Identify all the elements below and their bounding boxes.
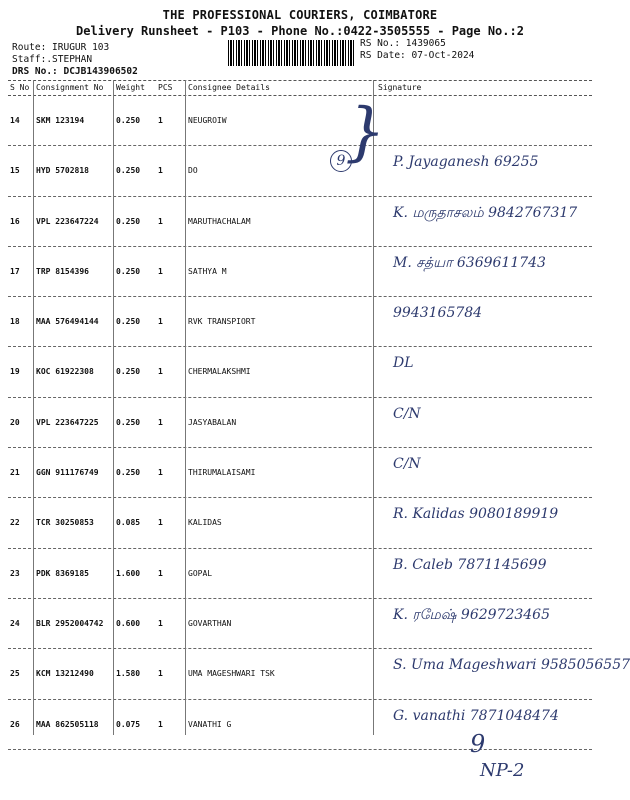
row-weight: 0.250 (116, 166, 141, 176)
row-consignee: CHERMALAKSHMI (188, 367, 251, 377)
table-row (8, 96, 592, 146)
table-row (8, 599, 592, 649)
row-consignee: KALIDAS (188, 518, 222, 528)
column-divider (373, 80, 374, 735)
row-consignee: UMA MAGESHWARI TSK (188, 669, 275, 679)
row-signature: R. Kalidas 9080189919 (393, 506, 559, 523)
row-sno: 17 (10, 266, 20, 276)
table-row (8, 649, 630, 699)
row-sno: 21 (10, 468, 20, 478)
footer-np-mark: NP-2 (480, 760, 525, 781)
barcode (228, 40, 356, 66)
column-divider (185, 80, 186, 735)
row-consignee: SATHYA M (188, 266, 227, 276)
column-divider (113, 80, 114, 735)
row-weight: 1.600 (116, 568, 141, 578)
row-consignee: VANATHI G (188, 719, 232, 729)
row-consignment: TRP 8154396 (36, 266, 89, 276)
row-pcs: 1 (158, 367, 163, 377)
row-consignment: PDK 8369185 (36, 568, 89, 578)
row-sno: 18 (10, 317, 20, 327)
row-signature: K. மருதாசலம் 9842767317 (393, 204, 578, 221)
row-consignee: JASYABALAN (188, 417, 237, 427)
row-signature: DL (393, 355, 414, 372)
column-divider (33, 80, 34, 735)
row-weight: 0.250 (116, 367, 141, 377)
drs-label: DRS No.: DCJB143906502 (12, 66, 138, 77)
row-pcs: 1 (158, 317, 163, 327)
row-pcs: 1 (158, 166, 163, 176)
row-sno: 23 (10, 568, 20, 578)
row-weight: 0.250 (116, 468, 141, 478)
bracket-mark: } (345, 95, 386, 169)
row-pcs: 1 (158, 618, 163, 628)
row-sno: 22 (10, 518, 20, 528)
row-weight: 0.250 (116, 417, 141, 427)
row-consignment: SKM 123194 (36, 116, 85, 125)
row-weight: 1.580 (116, 669, 141, 679)
row-pcs: 1 (158, 719, 163, 729)
row-consignment: MAA 862505118 (36, 719, 99, 729)
row-signature: P. Jayaganesh 69255 (393, 154, 539, 171)
row-pcs: 1 (158, 266, 163, 276)
table-row (8, 700, 592, 750)
header-weight: Weight (116, 83, 145, 92)
footer-count-mark: 9 (470, 730, 486, 758)
header-pcs: PCS (158, 83, 173, 92)
row-weight: 0.085 (116, 518, 141, 528)
row-signature: 9943165784 (393, 305, 483, 322)
row-consignment: MAA 576494144 (36, 317, 99, 327)
row-sno: 15 (10, 166, 20, 176)
row-consignment: GGN 911176749 (36, 468, 99, 478)
row-consignee: MARUTHACHALAM (188, 216, 251, 226)
row-consignment: KOC 61922308 (36, 367, 94, 377)
table-row (8, 146, 592, 196)
row-consignee: GOPAL (188, 568, 213, 578)
table-row (8, 398, 592, 448)
table-header (8, 80, 592, 96)
row-signature: B. Caleb 7871145699 (393, 556, 547, 573)
row-consignee: GOVARTHAN (188, 618, 232, 628)
row-weight: 0.250 (116, 266, 141, 276)
header-consignee: Consignee Details (188, 83, 270, 92)
row-sno: 25 (10, 669, 20, 679)
row-weight: 0.250 (116, 317, 141, 327)
row-signature: C/N (393, 456, 421, 473)
row-sno: 26 (10, 719, 20, 729)
table-row (8, 549, 592, 599)
table-row (8, 347, 592, 397)
rs-number: RS No.: 1439065 (360, 38, 446, 49)
row-sno: 16 (10, 216, 20, 226)
row-consignment: TCR 30250853 (36, 518, 94, 528)
rs-date: RS Date: 07-Oct-2024 (360, 50, 475, 61)
table-row (8, 297, 592, 347)
row-signature: G. vanathi 7871048474 (393, 707, 559, 724)
row-pcs: 1 (158, 116, 163, 125)
rs-info (360, 38, 474, 62)
row-sno: 24 (10, 618, 20, 628)
row-pcs: 1 (158, 518, 163, 528)
row-weight: 0.075 (116, 719, 141, 729)
row-consignee: RVK TRANSPIORT (188, 317, 256, 327)
staff-label: Staff:.STEPHAN (12, 54, 93, 65)
circled-count-mark: 9 (330, 150, 352, 172)
table-row (8, 197, 592, 247)
header-consignment: Consignment No (36, 83, 104, 92)
header-sno: S No (10, 83, 30, 92)
row-signature: M. சத்யா 6369611743 (393, 254, 546, 271)
row-consignment: KCM 13212490 (36, 669, 94, 679)
row-consignment: HYD 5702818 (36, 166, 89, 176)
row-pcs: 1 (158, 417, 163, 427)
row-consignee: NEUGROIW (188, 116, 227, 125)
row-signature: C/N (393, 405, 421, 422)
route-label: Route: IRUGUR 103 (12, 42, 110, 53)
row-consignment: VPL 223647225 (36, 417, 99, 427)
table-row (8, 448, 592, 498)
table-row (8, 247, 592, 297)
company-title: THE PROFESSIONAL COURIERS, COIMBATORE (162, 8, 438, 22)
row-pcs: 1 (158, 568, 163, 578)
header-signature: Signature (378, 83, 422, 92)
runsheet-table (8, 80, 630, 750)
row-consignment: BLR 2952004742 (36, 618, 104, 628)
row-weight: 0.600 (116, 618, 141, 628)
row-sno: 20 (10, 417, 20, 427)
runsheet-subtitle: Delivery Runsheet - P103 - Phone No.:0422-3505555 - Page No.:2 (76, 24, 524, 38)
row-signature: K. ரமேஷ் 9629723465 (393, 606, 550, 623)
row-consignment: VPL 223647224 (36, 216, 99, 226)
table-row (8, 498, 592, 548)
row-consignee: THIRUMALAISAMI (188, 468, 256, 478)
row-pcs: 1 (158, 669, 163, 679)
row-signature: S. Uma Mageshwari 9585056557 (393, 657, 630, 674)
table-body (8, 96, 630, 750)
row-sno: 19 (10, 367, 20, 377)
row-sno: 14 (10, 116, 20, 125)
route-info (12, 42, 138, 78)
row-consignee: DO (188, 166, 198, 176)
row-pcs: 1 (158, 468, 163, 478)
row-pcs: 1 (158, 216, 163, 226)
row-weight: 0.250 (116, 216, 141, 226)
row-weight: 0.250 (116, 116, 141, 125)
